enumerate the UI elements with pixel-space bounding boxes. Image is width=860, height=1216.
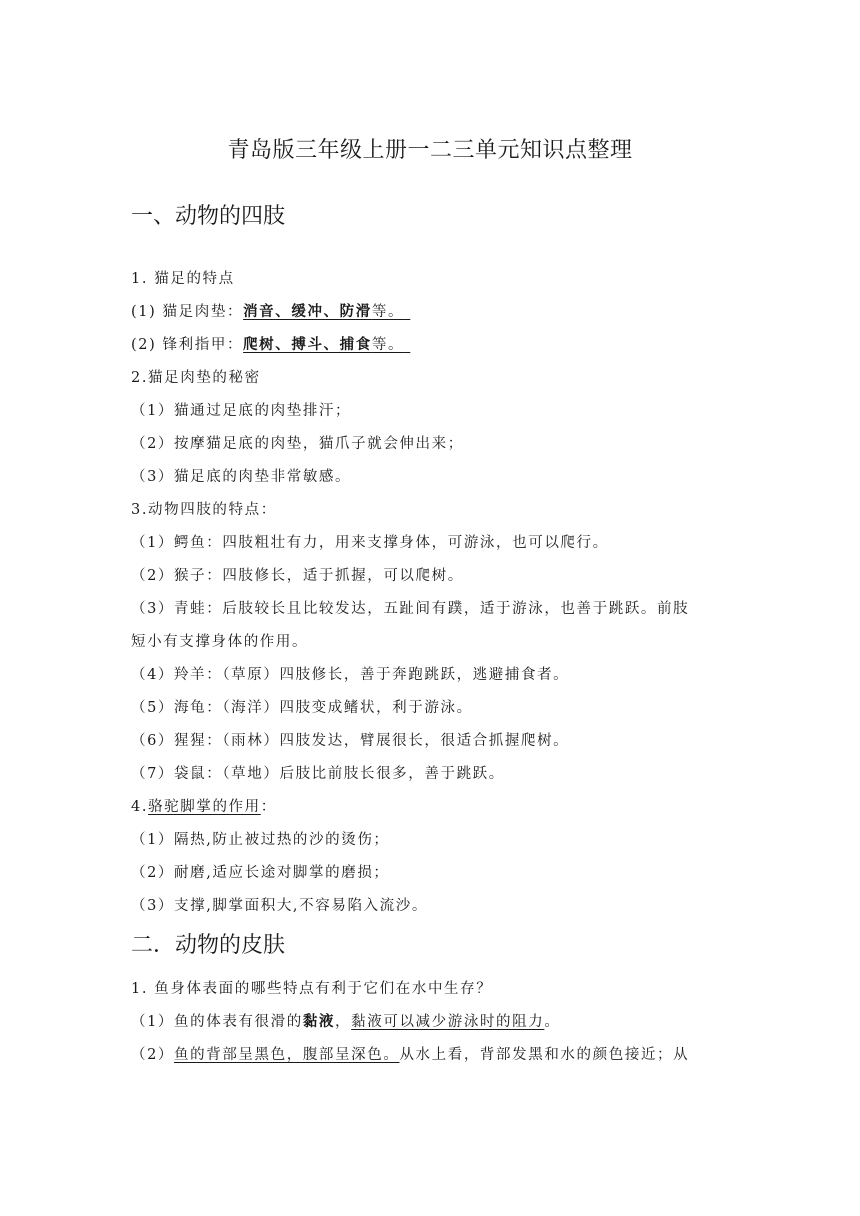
list-item: （7）袋鼠：（草地）后肢比前肢长很多，善于跳跃。 — [131, 766, 505, 782]
list-item: （1）猫通过足底的肉垫排汗； — [131, 403, 352, 419]
list-item: （2）猴子：四肢修长，适于抓握，可以爬树。 — [131, 568, 464, 584]
text-part: 。 — [544, 1014, 561, 1030]
item-prefix: (1) 猫足肉垫： — [131, 304, 244, 320]
question-camel-feet-title — [131, 796, 732, 818]
document-title: 青岛版三年级上册一二三单元知识点整理 — [227, 138, 633, 163]
list-item: （6）猩猩：（雨林）四肢发达，臂展很长，很适合抓握爬树。 — [131, 733, 570, 749]
bold-keywords: 消音、缓冲、防滑 — [243, 303, 372, 320]
question-cat-feet-title: 1. 猫足的特点 — [131, 271, 235, 287]
question-fish-surface-title: 1. 鱼身体表面的哪些特点有利于它们在水中生存？ — [131, 981, 493, 997]
list-item: （3）支撑,脚掌面积大,不容易陷入流沙。 — [131, 898, 428, 914]
list-item: （1）隔热,防止被过热的沙的烫伤； — [131, 832, 390, 848]
text-part: （2） — [131, 1047, 175, 1063]
question-paw-pad-secret-title: 2.猫足肉垫的秘密 — [131, 370, 261, 386]
bold-keyword: 黏液 — [302, 1013, 336, 1030]
bold-keywords: 爬树、搏斗、捕食 — [243, 336, 372, 353]
list-item: （3）青蛙：后肢较长且比较发达，五趾间有蹼，适于游泳，也善于跳跃。前肢 — [131, 601, 690, 617]
list-item: （3）猫足底的肉垫非常敏感。 — [131, 469, 352, 485]
fish-mucus-item — [131, 1011, 732, 1033]
question-limb-features-title: 3.动物四肢的特点： — [131, 502, 277, 518]
cat-paw-pad-item — [131, 301, 732, 323]
underlined-title: 骆驼脚掌的作用 — [148, 799, 261, 815]
underlined-answer: 黏液可以减少游泳时的阻力 — [351, 1014, 545, 1030]
text-part: （1）鱼的体表有很滑的 — [131, 1014, 303, 1030]
title-colon: ： — [260, 799, 277, 815]
list-item: （2）按摩猫足底的肉垫，猫爪子就会伸出来； — [131, 436, 464, 452]
underlined-answer — [243, 337, 410, 353]
item-prefix: (2) 锋利指甲： — [131, 337, 244, 353]
list-item: （4）羚羊：（草原）四肢修长，善于奔跑跳跃，逃避捕食者。 — [131, 667, 570, 683]
section-heading-limbs: 一、动物的四肢 — [131, 204, 286, 229]
fish-color-item — [131, 1044, 732, 1066]
question-number: 4. — [131, 799, 149, 815]
underlined-answer: 鱼的背部呈黑色，腹部呈深色。 — [174, 1047, 400, 1063]
list-item: （2）耐磨,适应长途对脚掌的磨损； — [131, 865, 390, 881]
item-suffix: 等。 — [371, 304, 405, 320]
cat-claws-item — [131, 334, 732, 356]
list-item: （5）海龟：（海洋）四肢变成鳍状，利于游泳。 — [131, 700, 473, 716]
underlined-answer — [243, 304, 410, 320]
item-suffix: 等。 — [371, 337, 405, 353]
text-part: 从水上看，背部发黑和水的颜色接近；从 — [399, 1047, 690, 1063]
section-heading-skin: 二．动物的皮肤 — [131, 933, 286, 958]
list-item-continuation: 短小有支撑身体的作用。 — [131, 634, 309, 650]
text-part: ， — [335, 1014, 352, 1030]
list-item: （1）鳄鱼：四肢粗壮有力，用来支撑身体，可游泳，也可以爬行。 — [131, 535, 609, 551]
